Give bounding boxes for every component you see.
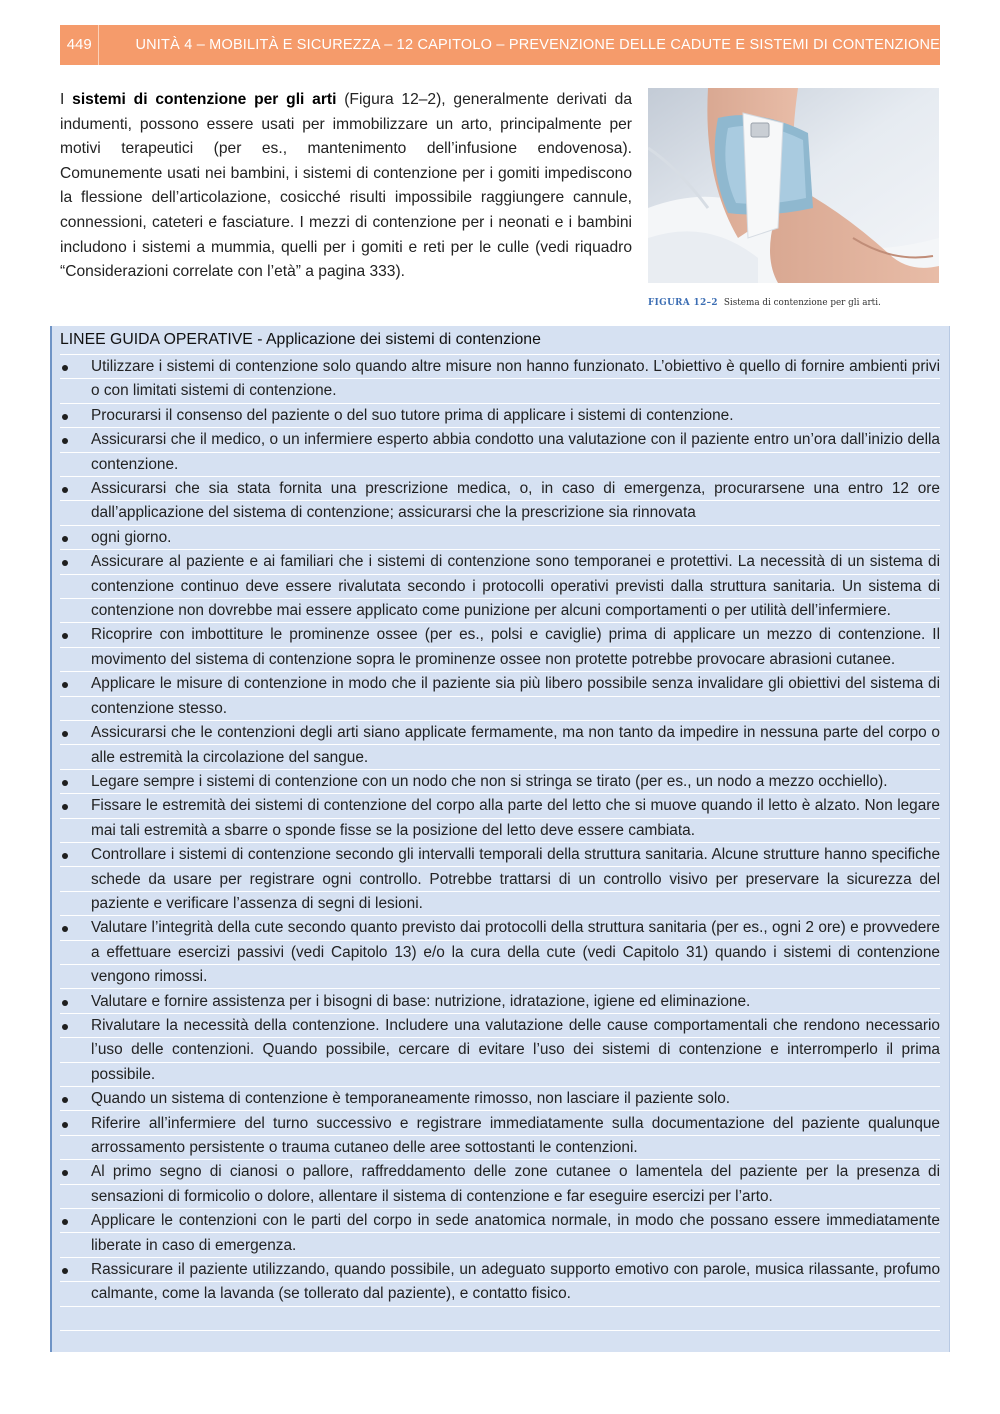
guideline-item xyxy=(60,672,940,721)
guideline-item xyxy=(60,1014,940,1087)
guideline-item xyxy=(60,1209,940,1258)
guideline-item xyxy=(60,526,940,550)
bullet-icon xyxy=(62,1219,68,1225)
guidelines-title: LINEE GUIDA OPERATIVE - Applicazione dei sistemi di contenzione xyxy=(60,331,541,348)
bullet-icon xyxy=(62,1097,68,1103)
bullet-icon xyxy=(62,365,68,371)
guideline-item xyxy=(60,721,940,770)
bullet-icon xyxy=(62,536,68,542)
bullet-icon xyxy=(62,1122,68,1128)
guideline-text: Rivalutare la necessità della contenzione. Includere una valutazione delle cause comportamentali che rendono necessario l’uso delle contenzioni. Quando possibile, cercare di evitare l’uso dei sistemi di contenzione e interromperlo il prima possibile. xyxy=(91,1016,940,1083)
guideline-text: Fissare le estremità dei sistemi di contenzione del corpo alla parte del letto che si muove quando il letto è alzato. Non legare mai tali estremità a sbarre o sponde fisse se la posizione del letto deve essere cambiata. xyxy=(91,797,940,839)
guideline-item xyxy=(60,428,940,477)
page-header xyxy=(60,25,940,65)
bullet-icon xyxy=(62,853,68,859)
bullet-icon xyxy=(62,560,68,566)
bullet-icon xyxy=(62,1000,68,1006)
bullet-icon xyxy=(62,780,68,786)
bullet-icon xyxy=(62,804,68,810)
guideline-text: Assicurarsi che le contenzioni degli arti siano applicate fermamente, ma non tanto da impedire in nessuna parte del corpo o alle estremità la circolazione del sangue. xyxy=(91,724,940,766)
figure-caption xyxy=(648,298,939,308)
guideline-item xyxy=(60,990,940,1014)
bullet-icon xyxy=(62,1170,68,1176)
guideline-item xyxy=(60,355,940,404)
bullet-icon xyxy=(62,731,68,737)
guideline-text: Assicurarsi che il medico, o un infermiere esperto abbia condotto una valutazione con il paziente entro un’ora dall’inizio della contenzione. xyxy=(91,431,940,473)
guideline-text: Controllare i sistemi di contenzione secondo gli intervalli temporali della struttura sanitaria. Alcune strutture hanno specifiche schede da usare per registrare ogni controllo. Potrebbe trattarsi di un controllo visivo per preservare la sicurezza del paziente e verificare l’assenza di segni di lesioni. xyxy=(91,846,940,912)
bullet-icon xyxy=(62,1024,68,1030)
guideline-item xyxy=(60,1160,940,1209)
bullet-icon xyxy=(62,438,68,444)
guideline-text: Rassicurare il paziente utilizzando, quando possibile, un adeguato supporto emotivo con parole, musica rilassante, profumo calmante, come la lavanda (se tollerato dal paziente), e contatto fisico. xyxy=(91,1261,940,1303)
chapter-title: UNITÀ 4 – MOBILITÀ E SICUREZZA – 12 CAPITOLO – PREVENZIONE DELLE CADUTE E SISTEMI DI CONTENZIONE xyxy=(135,37,940,53)
guideline-text: Quando un sistema di contenzione è temporaneamente rimosso, non lasciare il paziente solo. xyxy=(91,1090,731,1108)
guideline-text: Applicare le contenzioni con le parti del corpo in sede anatomica normale, in modo che possano essere immediatamente liberate in caso di emergenza. xyxy=(91,1212,940,1254)
guideline-text: Al primo segno di cianosi o pallore, raffreddamento delle zone cutanee o lamentela del paziente per la presenza di sensazioni di formicolio o dolore, allentare il sistema di contenzione e far eseguire esercizi per l’arto. xyxy=(91,1163,940,1205)
guideline-item xyxy=(60,550,940,623)
guideline-text: Assicurare al paziente e ai familiari che i sistemi di contenzione sono temporanei e protettivi. La necessità di un sistema di contenzione continuo deve essere rivalutata secondo i protocolli operativi previsti dalla struttura sanitaria. Un sistema di contenzione non dovrebbe mai essere applicato come punizione per alcuni comportamenti o per utilità dell’infermiere. xyxy=(91,553,940,620)
line-rule xyxy=(60,1330,940,1331)
bullet-icon xyxy=(62,1268,68,1274)
guideline-item xyxy=(60,404,940,428)
guideline-text: ogni giorno. xyxy=(91,528,172,546)
figure-photo-wrist-restraint xyxy=(648,88,939,283)
guideline-item xyxy=(60,623,940,672)
guideline-text: Legare sempre i sistemi di contenzione con un nodo che non si stringa se tirato (per es., un nodo a mezzo occhiello). xyxy=(91,772,888,790)
bullet-icon xyxy=(62,926,68,932)
guideline-text: Riferire all’infermiere del turno successivo e registrare immediatamente sulla documentazione del paziente qualunque arrossamento persistente o trauma cutaneo delle aree sottostanti le contenzioni. xyxy=(91,1114,940,1156)
bullet-icon xyxy=(62,633,68,639)
guideline-item xyxy=(60,1087,940,1111)
bullet-icon xyxy=(62,414,68,420)
guideline-item xyxy=(60,1112,940,1161)
bullet-icon xyxy=(62,682,68,688)
page-number: 449 xyxy=(60,25,99,65)
intro-text: (Figura 12–2), generalmente derivati da indumenti, possono essere usati per immobilizzare un arto, principalmente per motivi terapeutici (per es., mantenimento dell’infusione endovenosa). Comunemente usati nei bambini, i sistemi di contenzione per i gomiti impediscono la flessione dell’articolazione, cosicché risulti impossibile raggiungere cannule, connessioni, cateteri e fasciature. I mezzi di contenzione per i neonati e i bambini includono i sistemi a mummia, quelli per i gomiti e reti per le culle (vedi riquadro “Considerazioni correlate con l’età” a pagina 333). xyxy=(60,91,632,281)
guideline-text: Utilizzare i sistemi di contenzione solo quando altre misure non hanno funzionato. L’obiettivo è quello di fornire ambienti privi o con limitati sistemi di contenzione. xyxy=(91,358,940,400)
guideline-text: Valutare l’integrità della cute secondo quanto previsto dai protocolli della struttura sanitaria (per es., ogni 2 ore) e provvedere a effettuare esercizi passivi (vedi Capitolo 13) e/o la cura della cute (vedi Capitolo 31) quando i sistemi di contenzione vengono rimossi. xyxy=(91,919,940,986)
guideline-text: Applicare le misure di contenzione in modo che il paziente sia più libero possibile senza invalidare gli obiettivi del sistema di contenzione stesso. xyxy=(91,675,940,717)
figure-caption-text: Sistema di contenzione per gli arti. xyxy=(723,298,881,308)
figure-label: FIGURA 12–2 xyxy=(648,298,718,308)
guideline-text: Valutare e fornire assistenza per i bisogni di base: nutrizione, idratazione, igiene ed eliminazione. xyxy=(91,992,751,1010)
guideline-item xyxy=(60,477,940,526)
guideline-item xyxy=(60,843,940,916)
guideline-item xyxy=(60,1258,940,1307)
guideline-item xyxy=(60,794,940,843)
intro-term: sistemi di contenzione per gli arti xyxy=(72,91,337,108)
bullet-icon xyxy=(62,487,68,493)
guidelines-list xyxy=(60,355,940,1307)
intro-paragraph xyxy=(60,88,632,285)
guideline-item xyxy=(60,916,940,989)
guideline-text: Ricoprire con imbottiture le prominenze ossee (per es., polsi e caviglie) prima di applicare un mezzo di contenzione. Il movimento del sistema di contenzione sopra le prominenze ossee non protette potrebbe provocare abrasioni cutanee. xyxy=(91,626,940,668)
guideline-text: Assicurarsi che sia stata fornita una prescrizione medica, o, in caso di emergenza, procurarsene una entro 12 ore dall’applicazione del sistema di contenzione; assicurarsi che la prescrizione sia rinnovata xyxy=(91,480,940,522)
guideline-item xyxy=(60,770,940,794)
guideline-text: Procurarsi il consenso del paziente o del suo tutore prima di applicare i sistemi di contenzione. xyxy=(91,406,734,424)
intro-lead: I xyxy=(60,91,73,108)
